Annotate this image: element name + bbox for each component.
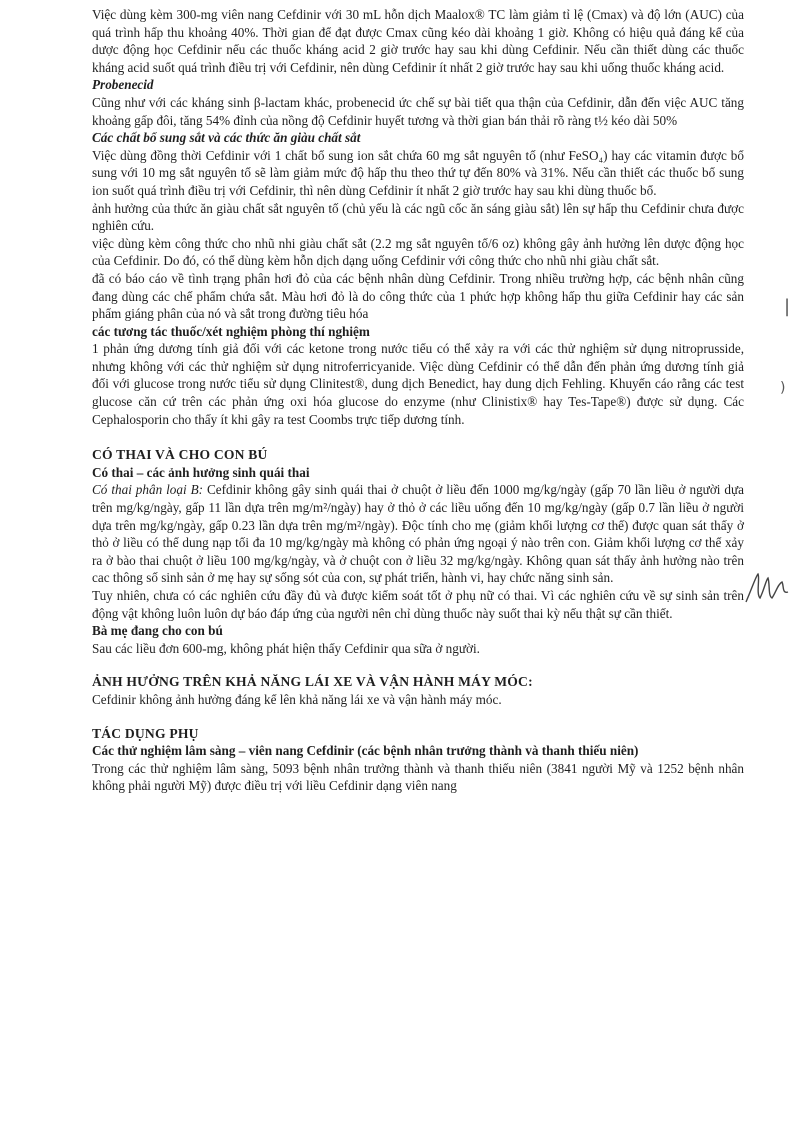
subheading: Probenecid — [92, 77, 154, 93]
paragraph: Việc dùng kèm 300-mg viên nang Cefdinir với 30 mL hỗn dịch Maalox® TC làm giảm tỉ lệ (Cmax) và độ lớn (AUC) của quá trình hấp thu khoảng 40%. Thời gian để đạt được Cmax cũng kéo dài khoảng 1 giờ. Không có hiệu quả đáng kể của dược động học Cefdinir nếu các thuốc kháng acid 2 giờ trước hay sau khi dùng Cefdinir. Nếu cần thiết dùng các thuốc kháng acid suốt quá trình điều trị với Cefdinir, nên dùng Cefdinir ít nhất 2 giờ trước hay sau khi uống thuốc kháng acid. — [92, 7, 744, 75]
paragraph: ảnh hưởng của thức ăn giàu chất sắt nguyên tố (chủ yếu là các ngũ cốc ăn sáng giàu sắt) lên sự hấp thu Cefdinir chưa được nghiên cứu. — [92, 200, 744, 234]
handwritten-mark — [742, 568, 798, 608]
subheading: Các chất bổ sung sắt và các thức ăn giàu chất sắt — [92, 130, 361, 146]
paragraph: Việc dùng đồng thời Cefdinir với 1 chất bổ sung ion sắt chứa 60 mg sắt nguyên tố (như FeSO₄) hay các vitamin được bổ sung với 10 mg sắt nguyên tố sẽ làm giảm mức độ hấp thu theo thứ tự đến 80% và 31%. Nếu cần thiết các thuốc bổ sung ion suốt quá trình điều trị với Cefdinir, thì nên dùng Cefdinir ít nhất 2 giờ trước hay sau khi dùng thuốc bổ. — [92, 147, 744, 198]
document-page — [92, 6, 744, 795]
paragraph — [92, 481, 744, 587]
italic-lead: Có thai phân loại B: — [92, 482, 204, 498]
paragraph: Cũng như với các kháng sinh β-lactam khác, probenecid ức chế sự bài tiết qua thận của Cefdinir, dẫn đến việc AUC tăng khoảng gấp đôi, tăng 54% đỉnh của nồng độ Cefdinir huyết tương và thời gian bán thải rõ ràng t½ kéo dài 50% — [92, 94, 744, 128]
paragraph-text: Cefdinir không gây sinh quái thai ở chuột ở liều đến 1000 mg/kg/ngày (gấp 70 lần liều ở người dựa trên mg/kg/ngày, gấp 11 lần dựa trên mg/m²/ngày) hay ở thỏ ở các liều uống đến 10 mg/kg/ngày (gấp 0.7 lần liều ở người dựa trên mg/kg/ngày, gấp 0.23 lần dựa trên mg/m²/ngày). Độc tính cho mẹ (giảm khối lượng cơ thể) được quan sát thấy ở thỏ ở liều có thể dung nạp tối đa 10 mg/kg/ngày mà không có phản ứng ngoại ý nào trên con. Giảm khối lượng cơ thể xảy ra ở bào thai chuột ở liều 100 mg/kg/ngày, và ở chuột con ở liều 32 mg/kg/ngày. Không quan sát thấy ảnh hưởng nào trên cac thông số sinh sản ở mẹ hay sự sống sót của con, sự phát triển, hành vi, hay chức năng sinh sản. — [92, 482, 745, 586]
paragraph: Sau các liều đơn 600-mg, không phát hiện thấy Cefdinir qua sữa ở người. — [92, 640, 480, 656]
margin-mark-mid: ) — [780, 380, 786, 396]
subheading: Các thử nghiệm lâm sàng – viên nang Cefdinir (các bệnh nhân trưởng thành và thanh thiếu niên) — [92, 743, 639, 759]
paragraph: Trong các thử nghiệm lâm sàng, 5093 bệnh nhân trưởng thành và thanh thiếu niên (3841 người Mỹ và 1252 bệnh nhân không phải người Mỹ) được điều trị với liều Cefdinir dạng viên nang — [92, 760, 744, 794]
subheading: Có thai – các ảnh hưởng sinh quái thai — [92, 464, 310, 480]
margin-mark-top: | — [784, 296, 791, 317]
paragraph: 1 phản ứng dương tính giả đối với các ketone trong nước tiểu có thể xảy ra với các thử nghiệm sử dụng nitroprusside, nhưng không với các thử nghiệm sử dụng nitroferricyanide. Việc dùng Cefdinir có thể dẫn đến phản ứng dương tính giả đối với glucose trong nước tiểu sử dụng Clinitest®, dung dịch Benedict, hay dung dịch Fehling. Khuyến cáo rằng các test glucose căn cứ trên các phản ứng oxi hóa glucose do enzyme (như Clinistix® hay Tes-Tape®) được sử dụng. Các Cephalosporin cho thấy ít khi gây ra test Coombs trực tiếp dương tính. — [92, 341, 744, 427]
section-heading: ẢNH HƯỞNG TRÊN KHẢ NĂNG LÁI XE VÀ VẬN HÀNH MÁY MÓC: — [92, 674, 533, 690]
section-heading: TÁC DỤNG PHỤ — [92, 725, 199, 741]
paragraph: Cefdinir không ảnh hưởng đáng kể lên khả năng lái xe và vận hành máy móc. — [92, 691, 502, 707]
subheading: các tương tác thuốc/xét nghiệm phòng thí nghiệm — [92, 323, 370, 339]
paragraph: Tuy nhiên, chưa có các nghiên cứu đầy đủ và được kiểm soát tốt ở phụ nữ có thai. Vì các nghiên cứu về sự sinh sản trên động vật không luôn luôn dự báo đáp ứng của người nên chỉ dùng thuốc này suốt thai kỳ nếu thật sự cần thiết. — [92, 588, 744, 621]
paragraph: việc dùng kèm công thức cho nhũ nhi giàu chất sắt (2.2 mg sắt nguyên tố/6 oz) không gây ảnh hưởng lên dược động học của Cefdinir. Do đó, có thể dùng kèm hỗn dịch dạng uống Cefdinir với công thức cho nhũ nhi giàu chất sắt. — [92, 235, 744, 269]
paragraph: đã có báo cáo về tình trạng phân hơi đỏ của các bệnh nhân dùng Cefdinir. Trong nhiều trường hợp, các bệnh nhân cũng đang dùng các chế phẩm chứa sắt. Màu hơi đỏ là do công thức của 1 phức hợp không hấp thu giữa Cefdinir hay các sản phẩm giáng phân của nó và sắt trong đường tiêu hóa — [92, 270, 744, 322]
subheading: Bà mẹ đang cho con bú — [92, 623, 223, 639]
section-heading: CÓ THAI VÀ CHO CON BÚ — [92, 447, 268, 463]
